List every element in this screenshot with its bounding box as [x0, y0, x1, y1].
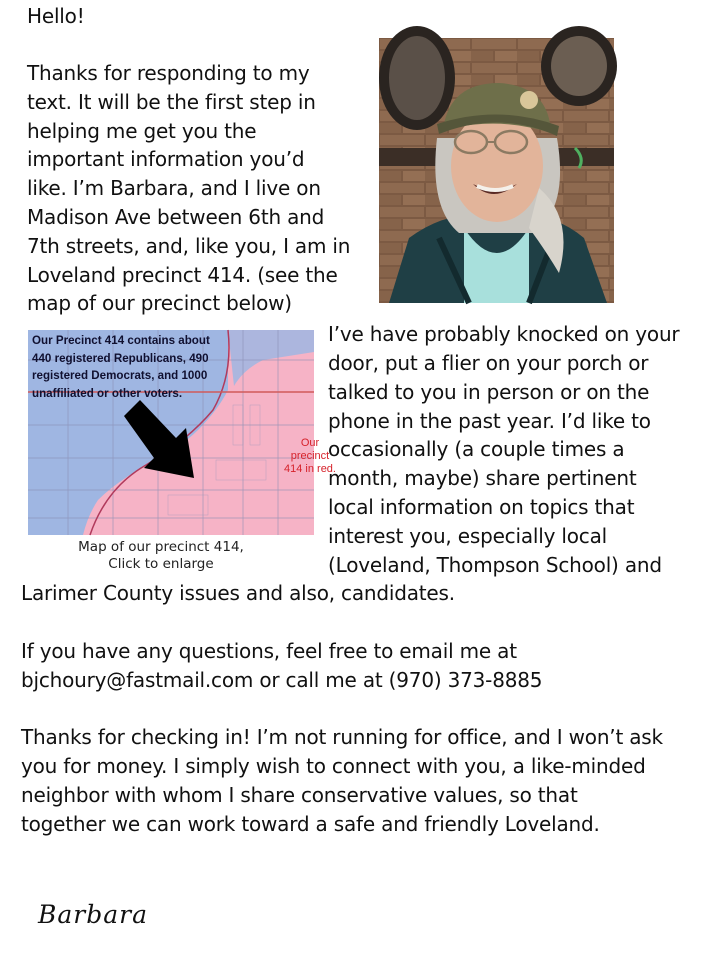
- map-note-line: unaffiliated or other voters.: [32, 386, 183, 400]
- map-note-line: Our Precinct 414 contains about: [32, 334, 210, 347]
- intro-line: Madison Ave between 6th and: [27, 205, 325, 229]
- intro-line: important information you’d: [27, 147, 305, 171]
- outreach-line: Larimer County issues and also, candidates.: [21, 581, 455, 605]
- map-caption-line: Click to enlarge: [108, 556, 214, 572]
- portrait-photo: [379, 38, 614, 303]
- map-label-line: 414 in red.: [284, 463, 336, 475]
- closing-line: together we can work toward a safe and friendly Loveland.: [21, 812, 600, 836]
- precinct-map-image[interactable]: [28, 330, 336, 535]
- intro-line: map of our precinct below): [27, 291, 292, 315]
- closing-line: neighbor with whom I share conservative values, so that: [21, 783, 578, 807]
- signature: Barbara: [38, 900, 148, 929]
- outreach-line: local information on topics that: [328, 495, 635, 519]
- intro-line: helping me get you the: [27, 119, 257, 143]
- map-caption-line: Map of our precinct 414,: [78, 539, 244, 555]
- outreach-line: month, maybe) share pertinent: [328, 466, 637, 490]
- greeting: Hello!: [27, 4, 85, 28]
- map-label-line: Our: [300, 437, 320, 449]
- intro-line: Thanks for responding to my: [27, 61, 310, 85]
- closing-line: you for money. I simply wish to connect with you, a like-minded: [21, 754, 646, 778]
- closing-line: Thanks for checking in! I’m not running for office, and I won’t ask: [21, 725, 663, 749]
- outreach-line: (Loveland, Thompson School) and: [328, 553, 662, 577]
- intro-line: Loveland precinct 414. (see the: [27, 263, 338, 287]
- outreach-line: I’ve have probably knocked on your: [328, 322, 680, 346]
- outreach-line: talked to you in person or on the: [328, 380, 650, 404]
- outreach-line: occasionally (a couple times a: [328, 437, 625, 461]
- outreach-line: door, put a flier on your porch or: [328, 351, 649, 375]
- map-note-line: 440 registered Republicans, 490: [32, 351, 209, 365]
- intro-line: text. It will be the first step in: [27, 90, 316, 114]
- outreach-line: phone in the past year. I’d like to: [328, 409, 651, 433]
- contact-line: If you have any questions, feel free to email me at: [21, 639, 517, 663]
- map-note-line: registered Democrats, and 1000: [32, 369, 208, 382]
- intro-line: 7th streets, and, like you, I am in: [27, 234, 351, 258]
- contact-line: bjchoury@fastmail.com or call me at (970) 373-8885: [21, 668, 543, 692]
- map-voter-note: [32, 332, 210, 402]
- map-caption[interactable]: [40, 539, 282, 573]
- intro-line: like. I’m Barbara, and I live on: [27, 176, 321, 200]
- map-label-line: precinct: [290, 450, 330, 462]
- outreach-line: interest you, especially local: [328, 524, 607, 548]
